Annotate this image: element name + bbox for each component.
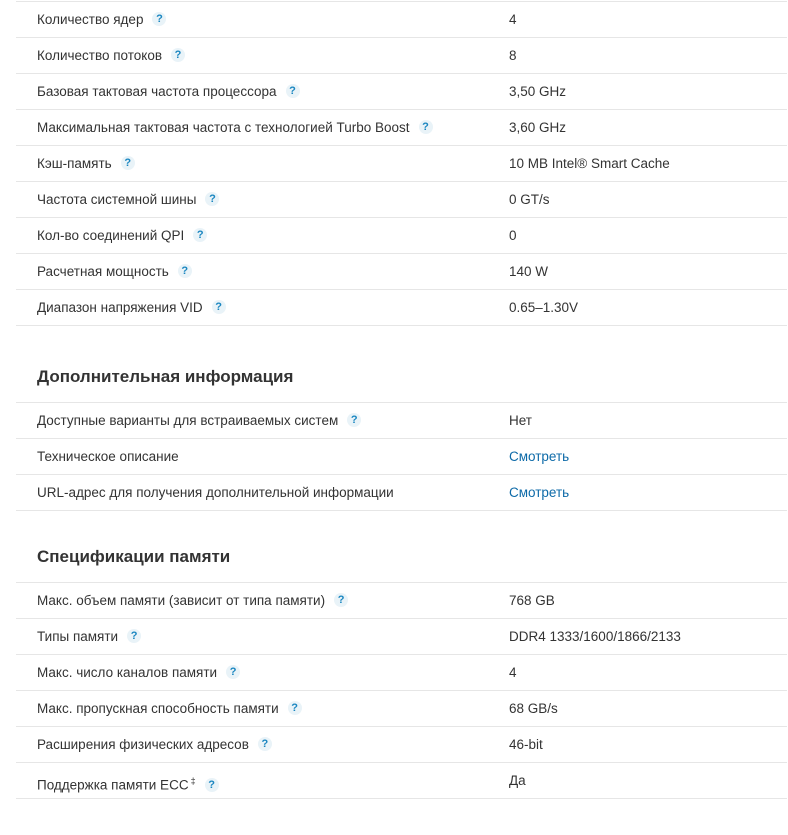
spec-row-max-memory bbox=[16, 583, 787, 619]
help-icon[interactable]: ? bbox=[212, 300, 226, 314]
spec-value: 0 bbox=[509, 228, 517, 243]
spec-value: 4 bbox=[509, 665, 517, 680]
help-icon[interactable]: ? bbox=[334, 593, 348, 607]
spec-row-tdp bbox=[16, 254, 787, 290]
help-icon[interactable]: ? bbox=[288, 701, 302, 715]
help-icon[interactable]: ? bbox=[258, 737, 272, 751]
spec-row-embedded-options bbox=[16, 403, 787, 439]
spec-value: Да bbox=[509, 773, 526, 788]
help-icon[interactable]: ? bbox=[121, 156, 135, 170]
spec-label: Максимальная тактовая частота с технологией Turbo Boost ? bbox=[37, 110, 433, 146]
spec-value: 0 GT/s bbox=[509, 192, 550, 207]
spec-label: Базовая тактовая частота процессора ? bbox=[37, 74, 300, 110]
spec-label: Макс. число каналов памяти ? bbox=[37, 655, 240, 691]
help-icon[interactable]: ? bbox=[127, 629, 141, 643]
spec-label: Поддержка памяти ECC ‡ ? bbox=[37, 763, 219, 799]
spec-row-cores bbox=[16, 2, 787, 38]
spec-value: 140 W bbox=[509, 264, 549, 279]
spec-row-bus-speed bbox=[16, 182, 787, 218]
processor-specs-table bbox=[16, 1, 787, 326]
footnote-mark: ‡ bbox=[190, 776, 196, 786]
spec-value: 46-bit bbox=[509, 737, 543, 752]
spec-row-base-frequency bbox=[16, 74, 787, 110]
spec-value: 10 MB Intel® Smart Cache bbox=[509, 156, 670, 171]
more-info-link[interactable]: Смотреть bbox=[509, 485, 570, 500]
spec-label: Техническое описание bbox=[37, 449, 179, 464]
spec-row-memory-types bbox=[16, 619, 787, 655]
spec-row-more-info-url bbox=[16, 475, 787, 511]
spec-value: Нет bbox=[509, 413, 532, 428]
help-icon[interactable]: ? bbox=[178, 264, 192, 278]
spec-value: 4 bbox=[509, 12, 517, 27]
spec-label: Макс. объем памяти (зависит от типа памяти) ? bbox=[37, 583, 348, 619]
help-icon[interactable]: ? bbox=[205, 778, 219, 792]
help-icon[interactable]: ? bbox=[347, 413, 361, 427]
spec-label: Макс. пропускная способность памяти ? bbox=[37, 691, 302, 727]
spec-label: Диапазон напряжения VID ? bbox=[37, 290, 226, 326]
help-icon[interactable]: ? bbox=[152, 12, 166, 26]
spec-value: 3,60 GHz bbox=[509, 120, 567, 135]
spec-label: Расширения физических адресов ? bbox=[37, 727, 272, 763]
additional-info-table bbox=[16, 402, 787, 511]
spec-label: Доступные варианты для встраиваемых систем ? bbox=[37, 403, 361, 439]
spec-label: Расчетная мощность ? bbox=[37, 254, 192, 290]
spec-row-ecc-support bbox=[16, 763, 787, 799]
spec-value: 768 GB bbox=[509, 593, 555, 608]
spec-value: 0.65–1.30V bbox=[509, 300, 579, 315]
spec-label: Количество ядер ? bbox=[37, 2, 166, 38]
help-icon[interactable]: ? bbox=[205, 192, 219, 206]
help-icon[interactable]: ? bbox=[226, 665, 240, 679]
spec-row-memory-channels bbox=[16, 655, 787, 691]
help-icon[interactable]: ? bbox=[419, 120, 433, 134]
help-icon[interactable]: ? bbox=[171, 48, 185, 62]
spec-value: 3,50 GHz bbox=[509, 84, 567, 99]
spec-row-physical-address-ext bbox=[16, 727, 787, 763]
spec-label: Частота системной шины ? bbox=[37, 182, 219, 218]
spec-label: Количество потоков ? bbox=[37, 38, 185, 74]
help-icon[interactable]: ? bbox=[286, 84, 300, 98]
spec-row-turbo-frequency bbox=[16, 110, 787, 146]
spec-row-memory-bandwidth bbox=[16, 691, 787, 727]
spec-row-cache bbox=[16, 146, 787, 182]
additional-info-heading: Дополнительная информация bbox=[37, 367, 294, 386]
spec-label: Кол-во соединений QPI ? bbox=[37, 218, 207, 254]
memory-specs-heading: Спецификации памяти bbox=[37, 547, 231, 566]
datasheet-link[interactable]: Смотреть bbox=[509, 449, 570, 464]
spec-label: URL-адрес для получения дополнительной информации bbox=[37, 485, 394, 500]
spec-value: 8 bbox=[509, 48, 517, 63]
spec-label: Типы памяти ? bbox=[37, 619, 141, 655]
spec-value: 68 GB/s bbox=[509, 701, 558, 716]
spec-value: DDR4 1333/1600/1866/2133 bbox=[509, 629, 681, 644]
spec-row-threads bbox=[16, 38, 787, 74]
spec-row-vid-range bbox=[16, 290, 787, 326]
spec-row-datasheet bbox=[16, 439, 787, 475]
memory-specs-table bbox=[16, 582, 787, 799]
spec-row-qpi-links bbox=[16, 218, 787, 254]
help-icon[interactable]: ? bbox=[193, 228, 207, 242]
spec-label: Кэш-память ? bbox=[37, 146, 135, 182]
